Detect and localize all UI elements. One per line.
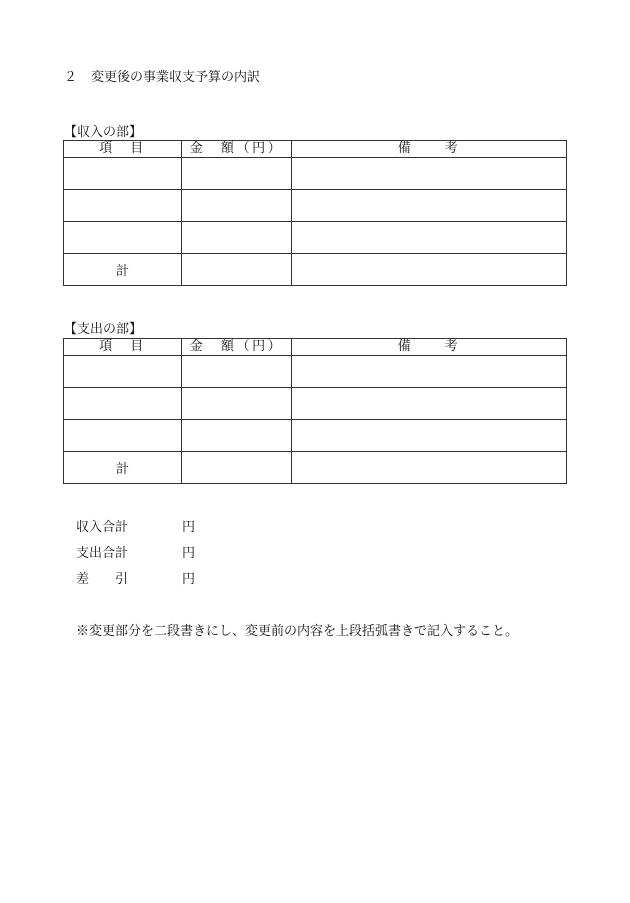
table-row (64, 222, 567, 254)
total-remarks-cell[interactable] (292, 452, 567, 484)
remarks-cell[interactable] (292, 356, 567, 388)
instruction-note: ※変更部分を二段書きにし、変更前の内容を上段括弧書きで記入すること。 (76, 624, 519, 639)
expense-table (63, 338, 567, 484)
amount-cell[interactable] (182, 388, 292, 420)
total-amount-cell[interactable] (182, 254, 292, 286)
total-remarks-cell[interactable] (292, 254, 567, 286)
header-amount: 金 額（円） (182, 141, 292, 158)
income-section-label: 【収入の部】 (64, 125, 143, 140)
header-remarks: 備 考 (292, 141, 567, 158)
total-row (64, 452, 567, 484)
amount-cell[interactable] (182, 190, 292, 222)
remarks-cell[interactable] (292, 420, 567, 452)
table-row (64, 356, 567, 388)
summary-difference (76, 568, 195, 587)
amount-cell[interactable] (182, 356, 292, 388)
section-title: 変更後の事業収支予算の内訳 (91, 70, 261, 85)
item-cell[interactable] (64, 190, 182, 222)
remarks-cell[interactable] (292, 222, 567, 254)
summary-unit: 円 (182, 520, 196, 535)
header-remarks: 備 考 (292, 339, 567, 356)
summary-label: 収入合計 (76, 520, 129, 535)
amount-cell[interactable] (182, 420, 292, 452)
header-item: 項 目 (64, 339, 182, 356)
summary-unit: 円 (182, 572, 196, 587)
total-label: 計 (64, 452, 182, 484)
section-heading (64, 66, 260, 85)
summary-label: 支出合計 (76, 546, 129, 561)
income-header-row (64, 141, 567, 158)
table-row (64, 190, 567, 222)
total-row (64, 254, 567, 286)
expense-header-row (64, 339, 567, 356)
item-cell[interactable] (64, 388, 182, 420)
item-cell[interactable] (64, 158, 182, 190)
summary-label: 差 引 (76, 572, 129, 587)
header-amount: 金 額（円） (182, 339, 292, 356)
total-amount-cell[interactable] (182, 452, 292, 484)
section-number: ２ (64, 70, 78, 85)
remarks-cell[interactable] (292, 190, 567, 222)
table-row (64, 158, 567, 190)
remarks-cell[interactable] (292, 158, 567, 190)
item-cell[interactable] (64, 420, 182, 452)
table-row (64, 420, 567, 452)
expense-section-label: 【支出の部】 (64, 322, 143, 337)
table-row (64, 388, 567, 420)
header-item: 項 目 (64, 141, 182, 158)
item-cell[interactable] (64, 356, 182, 388)
summary-unit: 円 (182, 546, 196, 561)
total-label: 計 (64, 254, 182, 286)
income-table (63, 140, 567, 286)
item-cell[interactable] (64, 222, 182, 254)
amount-cell[interactable] (182, 222, 292, 254)
amount-cell[interactable] (182, 158, 292, 190)
remarks-cell[interactable] (292, 388, 567, 420)
summary-income-total (76, 516, 195, 535)
summary-expense-total (76, 542, 195, 561)
